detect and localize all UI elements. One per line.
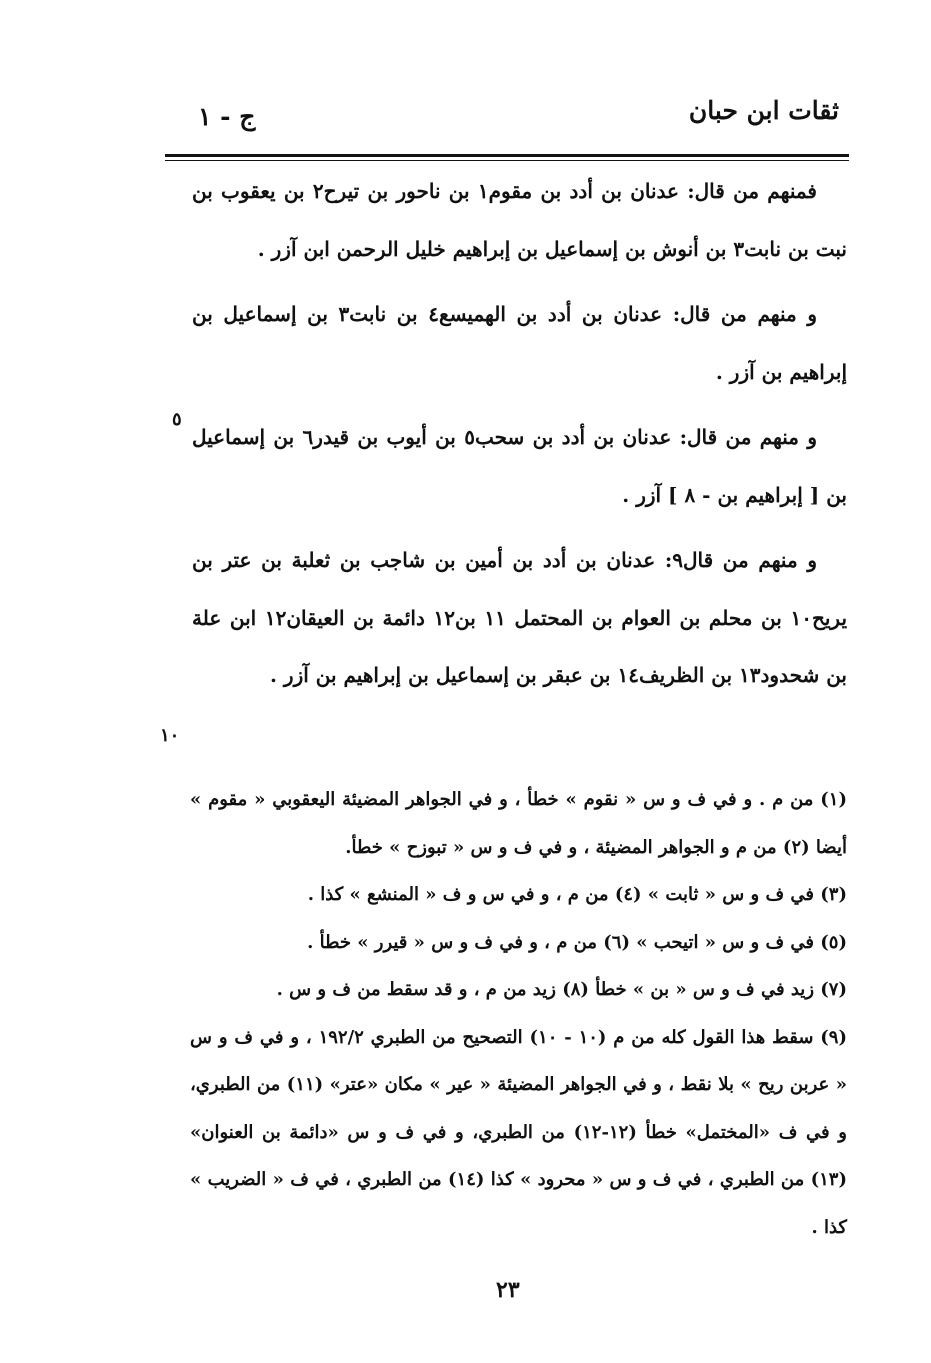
header-rule-thick: [165, 154, 849, 157]
paragraph-4: و منهم من قال٩: عدنان بن أدد بن أمين بن شاجب بن ثعلبة بن عتر بن يريح١٠ بن محلم بن العوام بن المحتمل ١١ بن١٢ دائمة بن العيقان١٢ ابن علة بن شحدود١٣ بن الظريف١٤ بن عبقر بن إسماعيل بن إبراهيم بن آزر .: [192, 548, 848, 687]
line-number-5: ٥: [172, 409, 182, 430]
running-header-volume: ج - ١: [198, 102, 256, 131]
line-number-10: ١٠: [160, 725, 180, 746]
footnote-line: (٥) في ف و س « اتيحب » (٦) من م ، و في ف و س « قيرر » خطأ .: [307, 931, 847, 953]
main-text: [192, 163, 847, 713]
paragraph-1: فمنهم من قال: عدنان بن أدد بن مقوم١ بن ناحور بن تيرح٢ بن يعقوب بن نبت بن نابت٣ بن أنوش بن إسماعيل بن إبراهيم خليل الرحمن ابن آزر .: [192, 179, 847, 261]
paragraph-3: و منهم من قال: عدنان بن أدد بن سحب٥ بن أيوب بن قيدر٦ بن إسماعيل بن [ إبراهيم بن - ٨ ] آزر .: [192, 425, 847, 507]
footnotes: [190, 776, 847, 1251]
paragraph-2: و منهم من قال: عدنان بن أدد بن الهميسع٤ بن نابت٣ بن إسماعيل بن إبراهيم بن آزر .: [192, 302, 847, 384]
header-rule-thin: [165, 160, 849, 161]
running-header-title: ثقات ابن حبان: [688, 96, 839, 125]
page-number: ٢٣: [496, 1277, 520, 1303]
footnote-line: (٣) في ف و س « ثابت » (٤) من م ، و في س و ف « المنشع » كذا .: [307, 884, 847, 905]
footnote-line: (٧) زيد في ف و س « بن » خطأ (٨) زيد من م ، و قد سقط من ف و س .: [276, 979, 847, 1000]
footnote-line: (١) من م . و في ف و س « نقوم » خطأ ، و في الجواهر المضيئة اليعقوبي « مقوم » أيضا (٢) من م و الجواهر المضيئة ، و في ف و س « تبوزح » خطأ.: [190, 789, 847, 858]
footnote-line: (٩) سقط هذا القول كله من م (١٠ - ١٠) التصحيح من الطبري ١٩٢/٢ ، و في ف و س « عربن ريح » بلا نقط ، و في الجواهر المضيئة « عير » مكان «عتر» (١١) من الطبري، و في ف «المختمل» خطأ (١٢-١٢) من الطبري، و في ف و س «دائمة بن العنوان» (١٣) من الطبري ، في ف و س « محرود » كذا (١٤) من الطبري ، في ف « الضريب » كذا .: [190, 1026, 848, 1238]
